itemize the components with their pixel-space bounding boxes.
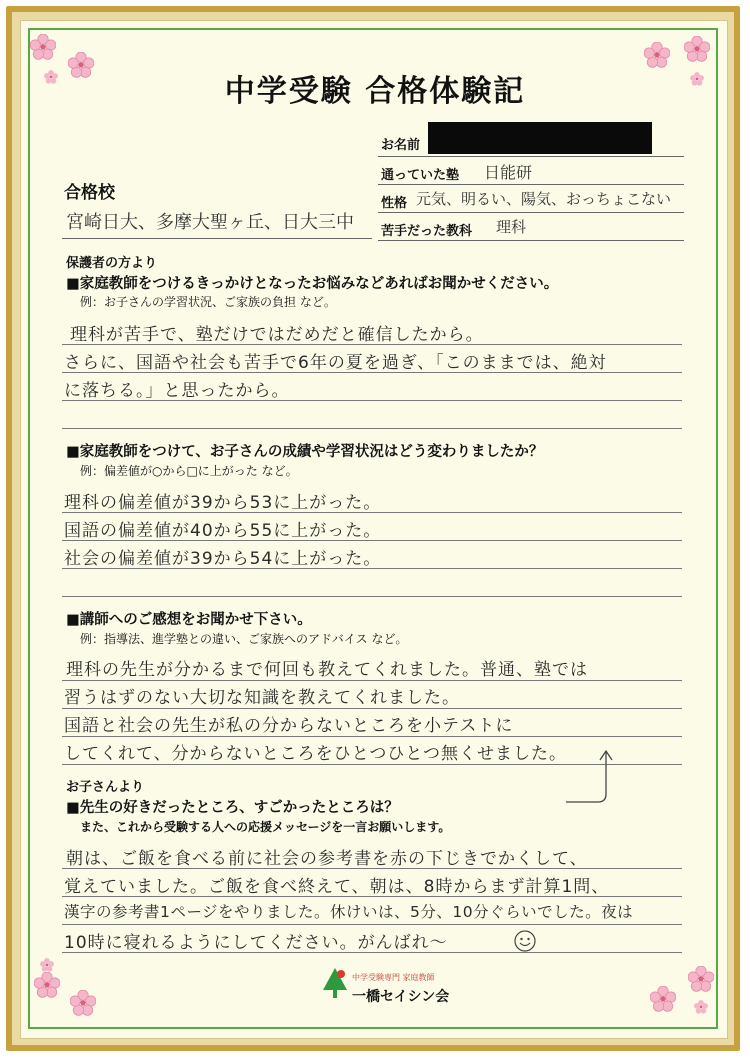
footer-tagline: 中学受験専門 家庭教師 [352, 973, 435, 982]
q2-question: ■家庭教師をつけて、お子さんの成績や学習状況はどう変わりましたか？ [66, 444, 544, 460]
smiley-doodle-icon [512, 928, 538, 954]
page-title: 中学受験 合格体験記 [224, 74, 526, 109]
q4-example: また、これから受験する人への応援メッセージを一言お願いします。 [80, 820, 451, 834]
answer-rule [62, 428, 682, 429]
q4-answer-line: 朝は、ご飯を食べる前に社会の参考書を赤の下じきでかくして、 [66, 849, 588, 869]
juku-label: 通っていた塾 [381, 168, 460, 183]
answer-rule [62, 924, 682, 925]
cherry-blossom-icon [34, 972, 60, 998]
juku-underline [378, 184, 684, 185]
name-redaction-bar [428, 122, 652, 154]
personality-value: 元気、明るい、陽気、おっちょこない [416, 190, 672, 208]
q3-question: ■講師へのご感想をお聞かせ下さい。 [66, 612, 312, 628]
arrow-icon [560, 748, 630, 844]
q3-answer-line: 理科の先生が分かるまで何回も教えてくれました。普通、塾では [66, 660, 588, 680]
cherry-blossom-icon [30, 34, 56, 60]
q3-answer-line: してくれて、分からないところをひとつひとつ無くせました。 [64, 744, 567, 764]
answer-rule [62, 680, 682, 681]
q3-example: 例：指導法、進学塾との違い、ご家族へのアドバイス など。 [80, 632, 408, 646]
name-underline [378, 156, 684, 157]
q1-answer-line: 理科が苦手で、塾だけではだめだと確信したから。 [70, 325, 484, 345]
passed-school-label: 合格校 [64, 183, 115, 203]
q1-example: 例：お子さんの学習状況、ご家族の負担 など。 [80, 295, 336, 309]
footer-company-name: 一橋セイシン会 [352, 989, 450, 1005]
q1-question: ■家庭教師をつけるきっかけとなったお悩みなどあればお聞かせください。 [66, 276, 559, 292]
parent-section-heading: 保護者の方より [66, 256, 158, 271]
cherry-blossom-icon [694, 1000, 708, 1014]
answer-rule [62, 736, 682, 737]
personality-label: 性格 [381, 196, 408, 211]
q1-answer-line: さらに、国語や社会も苦手で6年の夏を過ぎ、「このままでは、絶対 [64, 353, 607, 373]
name-label: お名前 [381, 138, 421, 153]
q4-answer-line: 覚えていました。ご飯を食べ終えて、朝は、8時からまず計算1問、 [64, 877, 610, 897]
answer-rule [62, 596, 682, 597]
cherry-blossom-icon [70, 990, 96, 1016]
company-logo-icon [320, 966, 350, 1000]
passed-school-value: 宮崎日大、多摩大聖ヶ丘、日大三中 [66, 212, 354, 233]
cherry-blossom-icon [688, 966, 714, 992]
cherry-blossom-icon [40, 958, 54, 972]
cherry-blossom-icon [684, 36, 710, 62]
q4-answer-line: 漢字の参考書1ページをやりました。休けいは、5分、10分ぐらいでした。夜は [64, 903, 634, 921]
personality-underline [378, 212, 684, 213]
weak-subject-label: 苦手だった教科 [381, 224, 473, 239]
q2-answer-line: 社会の偏差値が39から54に上がった。 [64, 549, 382, 569]
q3-answer-line: 習うはずのない大切な知識を教えてくれました。 [64, 688, 460, 708]
weak-subject-value: 理科 [496, 218, 527, 236]
answer-rule [62, 708, 682, 709]
weak-subject-underline [378, 240, 684, 241]
q4-question: ■先生の好きだったところ、すごかったところは？ [66, 800, 399, 816]
q1-answer-line: に落ちる。」と思ったから。 [64, 381, 290, 401]
child-section-heading: お子さんより [66, 780, 145, 795]
cherry-blossom-icon [644, 42, 670, 68]
q4-answer-line: 10時に寝れるようにしてください。がんばれ〜 [64, 933, 448, 953]
q2-example: 例：偏差値が○から□に上がった など。 [80, 464, 298, 478]
q3-answer-line: 国語と社会の先生が私の分からないところを小テストに [64, 716, 514, 736]
q2-answer-line: 理科の偏差値が39から53に上がった。 [64, 493, 382, 513]
juku-value: 日能研 [484, 163, 533, 182]
cherry-blossom-icon [650, 986, 676, 1012]
q2-answer-line: 国語の偏差値が40から55に上がった。 [64, 521, 382, 541]
